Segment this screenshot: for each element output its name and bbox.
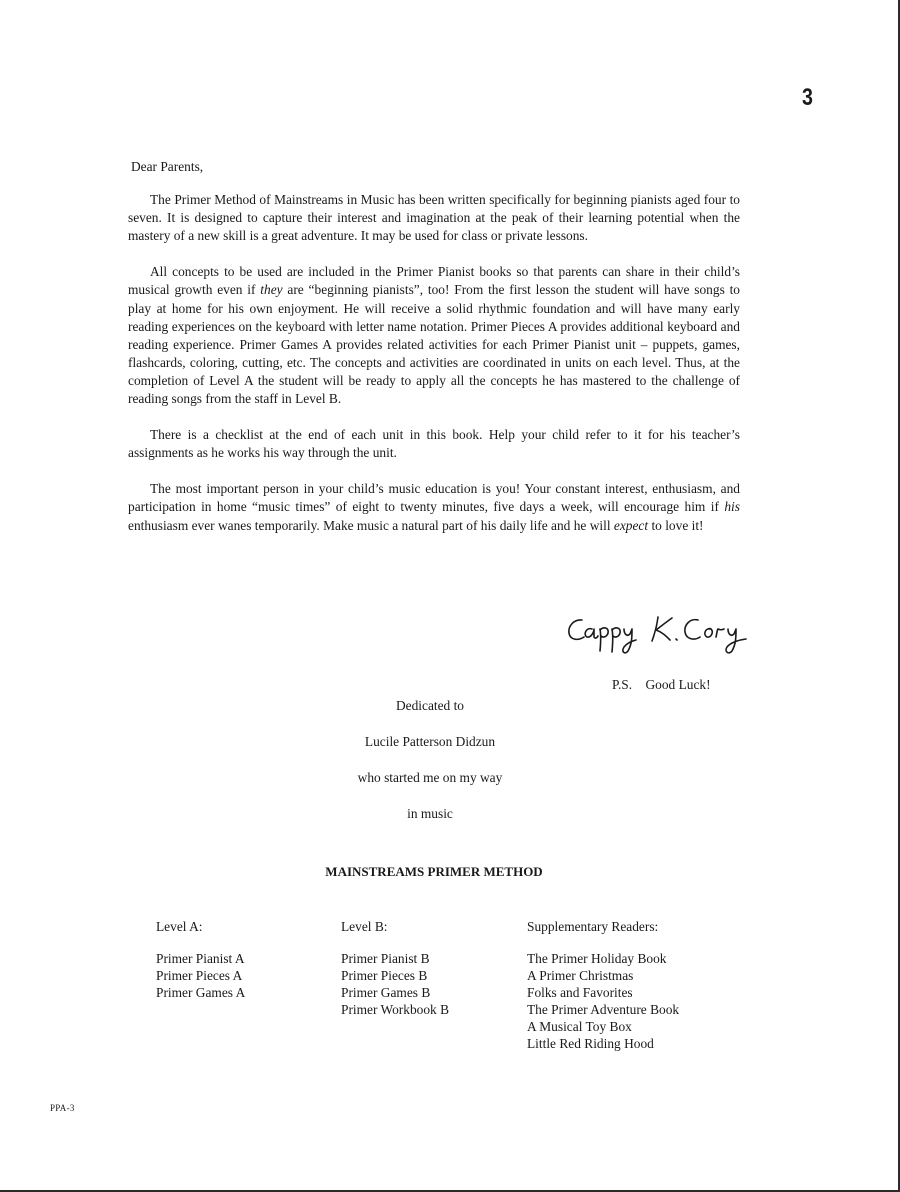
text-run: to love it! bbox=[648, 517, 704, 533]
level-b-column bbox=[341, 918, 449, 1018]
postscript-label: P.S. bbox=[612, 677, 633, 692]
dedication-line-4: in music bbox=[407, 806, 453, 821]
book-title: Primer Pianist B bbox=[341, 951, 430, 966]
postscript bbox=[612, 677, 711, 693]
book-title: A Primer Christmas bbox=[527, 968, 634, 983]
letter-paragraph-2 bbox=[128, 263, 740, 408]
parents-letter bbox=[128, 158, 740, 553]
book-title: Folks and Favorites bbox=[527, 985, 633, 1000]
book-title: Primer Workbook B bbox=[341, 1002, 450, 1017]
supplementary-readers-column bbox=[527, 918, 679, 1052]
book-title: A Musical Toy Box bbox=[527, 1019, 632, 1034]
italic-text: his bbox=[724, 499, 740, 515]
text-run: The Primer Method of Mainstreams in Music has been written specifically for beginning pianists aged four to seven. It is designed to capture their interest and imagination at the peak of their learning potential when the mastery of a new skill is a great adventure. It may be used for class or private lessons. bbox=[128, 192, 740, 244]
column-heading: Level A: bbox=[156, 919, 203, 934]
level-a-column bbox=[156, 918, 245, 1001]
footer-code: PPA-3 bbox=[50, 1103, 75, 1113]
italic-text: they bbox=[260, 282, 283, 298]
column-items bbox=[156, 950, 245, 1001]
book-title: Primer Pianist A bbox=[156, 951, 245, 966]
text-run: There is a checklist at the end of each unit in this book. Help your child refer to it for his teacher’s assignments as he works his way through the unit. bbox=[128, 427, 740, 461]
letter-salutation: Dear Parents, bbox=[131, 159, 204, 174]
letter-paragraph-1 bbox=[128, 191, 740, 245]
book-title: The Primer Holiday Book bbox=[527, 951, 667, 966]
book-title: Primer Games B bbox=[341, 985, 431, 1000]
author-signature bbox=[566, 610, 748, 660]
column-items bbox=[341, 950, 449, 1018]
book-title: Primer Games A bbox=[156, 985, 246, 1000]
dedication-line-1: Dedicated to bbox=[395, 698, 465, 713]
text-run: The most important person in your child’s music education is you! Your constant interest, enthusiasm, and participation in home “music times” of eight to twenty minutes, five days a week, will encourage him if bbox=[128, 481, 740, 515]
column-heading: Level B: bbox=[341, 919, 388, 934]
letter-paragraph-4 bbox=[128, 480, 740, 534]
column-items bbox=[527, 950, 679, 1052]
text-run: enthusiasm ever wanes temporarily. Make music a natural part of his daily life and he will bbox=[128, 517, 614, 533]
postscript-text: Good Luck! bbox=[645, 677, 711, 692]
italic-text: expect bbox=[613, 517, 649, 533]
text-run: are “beginning pianists”, too! From the first lesson the student will have songs to play at home for his own enjoyment. He will receive a solid rhythmic foundation and will have many early reading experiences on the keyboard with letter name notation. Primer Pieces A provides additional keyboard and reading experience. Primer Games A provides related activities for each Primer Pianist unit – puppets, games, flashcards, coloring, cutting, etc. The concepts and activities are coordinated in units on each level. Thus, at the completion of Level A the student will be ready to apply all the concepts he has mastered to the challenge of reading songs from the staff in Level B. bbox=[128, 282, 740, 407]
method-title: MAINSTREAMS PRIMER METHOD bbox=[325, 864, 543, 879]
text-run: All concepts to be used are included in the Primer Pianist books so that parents can share in their child’s musical growth even if bbox=[128, 264, 740, 298]
page-number: 3 bbox=[802, 84, 813, 111]
dedication-line-3: who started me on my way bbox=[357, 770, 503, 785]
column-heading: Supplementary Readers: bbox=[527, 919, 659, 934]
letter-paragraph-3 bbox=[128, 426, 740, 462]
book-title: Little Red Riding Hood bbox=[527, 1036, 654, 1051]
book-title: The Primer Adventure Book bbox=[527, 1002, 680, 1017]
book-title: Primer Pieces A bbox=[156, 968, 243, 983]
dedication-line-2: Lucile Patterson Didzun bbox=[364, 734, 496, 749]
book-title: Primer Pieces B bbox=[341, 968, 428, 983]
